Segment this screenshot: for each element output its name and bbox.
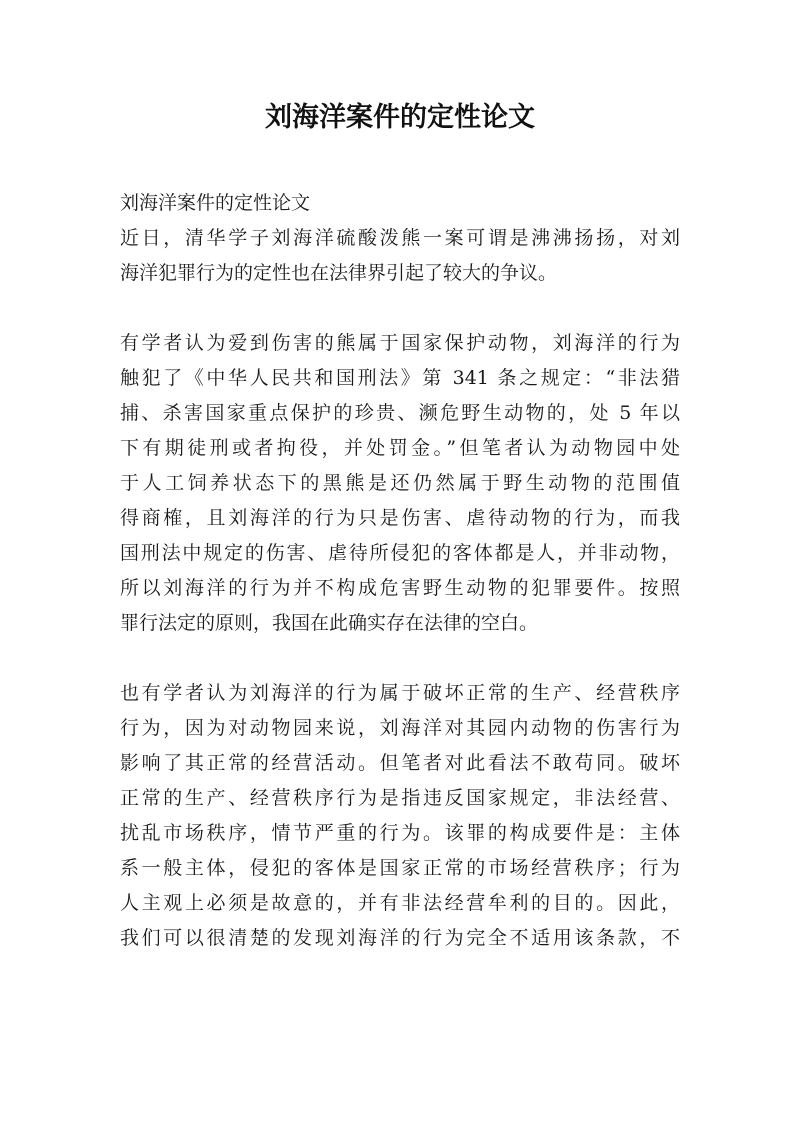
paragraph-spacer — [120, 641, 680, 676]
paragraph-line: 也有学者认为刘海洋的行为属于破坏正常的生产、经营秩序 — [120, 682, 680, 704]
paragraph-line: 我们可以很清楚的发现刘海洋的行为完全不适用该条款，不 — [120, 927, 680, 949]
paragraph-line: 得商榷，且刘海洋的行为只是伤害、虐待动物的行为，而我 — [120, 507, 680, 529]
subtitle-line: 刘海洋案件的定性论文 — [120, 192, 311, 214]
paragraph-line: 行为，因为对动物园来说，刘海洋对其园内动物的伤害行为 — [120, 717, 680, 739]
document-title: 刘海洋案件的定性论文 — [265, 102, 535, 133]
document-body — [120, 186, 680, 956]
paragraph-spacer — [120, 291, 680, 326]
paragraph-line: 所以刘海洋的行为并不构成危害野生动物的犯罪要件。按照 — [120, 577, 680, 599]
paragraph-1 — [120, 221, 680, 291]
paragraph-line: 近日，清华学子刘海洋硫酸泼熊一案可谓是沸沸扬扬，对刘 — [120, 227, 680, 249]
paragraph-3 — [120, 676, 680, 956]
paragraph-line: 正常的生产、经营秩序行为是指违反国家规定，非法经营、 — [120, 787, 680, 809]
paragraph-line: 罪行法定的原则，我国在此确实存在法律的空白。 — [120, 612, 539, 634]
paragraph-line: 捕、杀害国家重点保护的珍贵、濒危野生动物的，处 5 年以 — [120, 402, 680, 424]
paragraph-line: 国刑法中规定的伤害、虐待所侵犯的客体都是人，并非动物， — [120, 542, 680, 564]
paragraph-line: 下有期徒刑或者拘役，并处罚金。”但笔者认为动物园中处 — [120, 437, 680, 459]
paragraph-line: 有学者认为爱到伤害的熊属于国家保护动物，刘海洋的行为 — [120, 332, 680, 354]
paragraph-2 — [120, 326, 680, 641]
paragraph-line: 扰乱市场秩序，情节严重的行为。该罪的构成要件是：主体 — [120, 822, 680, 844]
paragraph-line: 触犯了《中华人民共和国刑法》第 341 条之规定：“非法猎 — [120, 367, 680, 389]
paragraph-line: 人主观上必须是故意的，并有非法经营牟利的目的。因此， — [120, 892, 680, 914]
paragraph-line: 系一般主体，侵犯的客体是国家正常的市场经营秩序；行为 — [120, 857, 680, 879]
paragraph-line: 海洋犯罪行为的定性也在法律界引起了较大的争议。 — [120, 262, 558, 284]
paragraph-line: 影响了其正常的经营活动。但笔者对此看法不敢苟同。破坏 — [120, 752, 680, 774]
document-subtitle — [120, 186, 680, 221]
paragraph-line: 于人工饲养状态下的黑熊是还仍然属于野生动物的范围值 — [120, 472, 680, 494]
